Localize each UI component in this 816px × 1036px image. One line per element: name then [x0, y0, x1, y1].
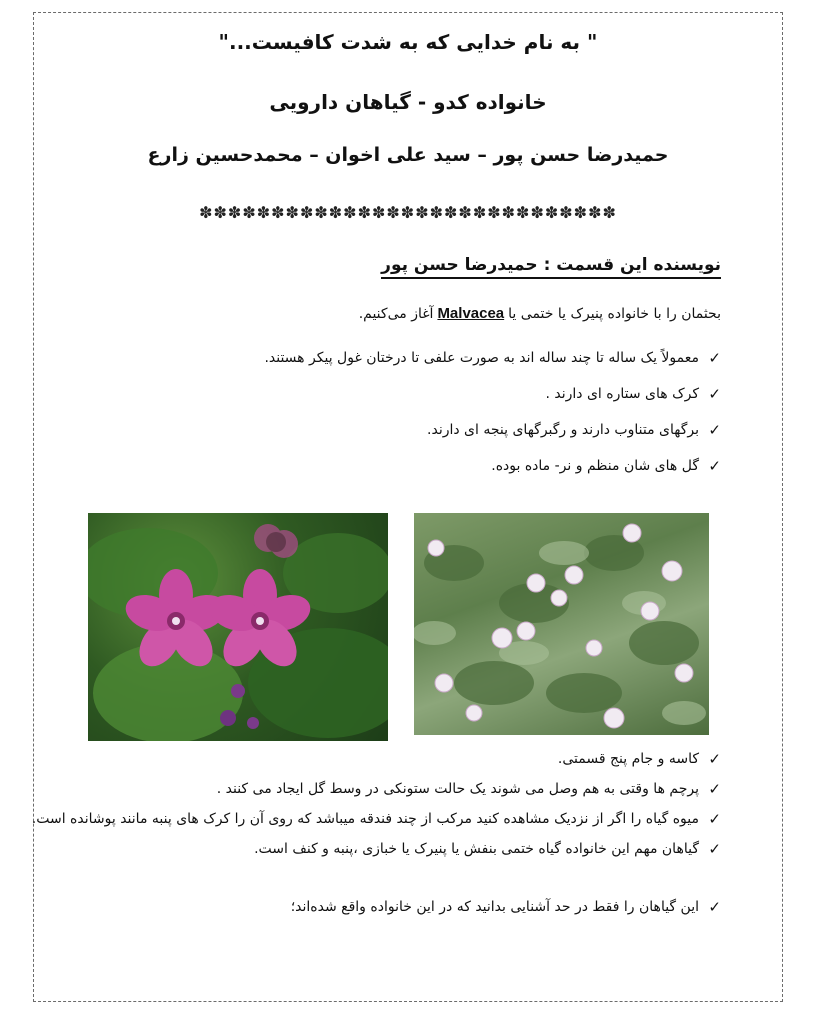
check-icon: ✓: [708, 349, 721, 367]
list-item: [89, 892, 721, 922]
list-item: [264, 452, 721, 488]
list-item: [89, 744, 721, 774]
list-item-text: پرچم ها وقتی به هم وصل می شوند یک حالت ستونکی در وسط گل ایجاد می کنند .: [216, 781, 699, 797]
check-icon: ✓: [708, 780, 721, 798]
check-icon: ✓: [708, 385, 721, 403]
list-item-text: گیاهان مهم این خانواده گیاه ختمی بنفش یا پنیرک یا خبازی ،پنبه و کنف است.: [254, 841, 699, 857]
list-item-text: این گیاهان را فقط در حد آشنایی بدانید که در این خانواده واقع شده‌اند؛: [290, 899, 699, 915]
list-item: [89, 834, 721, 864]
intro-text-after: آغاز می‌کنیم.: [358, 306, 434, 322]
list-item-text: معمولاً یک ساله تا چند ساله اند به صورت علفی تا درختان غول پیکر هستند.: [264, 350, 699, 366]
list-item: [89, 774, 721, 804]
list-item: [264, 344, 721, 380]
authors-line: حمیدرضا حسن پور – سید علی اخوان – محمدحسین زارع: [147, 144, 669, 166]
list-item-text: کرک های ستاره ای دارند .: [545, 386, 699, 402]
traits-list: [264, 344, 721, 488]
check-icon: ✓: [708, 810, 721, 828]
document-title: " به نام خدایی که به شدت کافیست...": [218, 30, 598, 54]
list-item-text: گل های شان منظم و نر- ماده بوده.: [491, 458, 699, 474]
check-icon: ✓: [708, 840, 721, 858]
marshmallow-plant-photo: [414, 513, 709, 735]
intro-paragraph: [359, 305, 721, 322]
list-item: [264, 416, 721, 452]
family-latin-name: Malvacea: [437, 305, 505, 322]
check-icon: ✓: [708, 898, 721, 916]
intro-text-before: بحثمان را با خانواده پنیرک یا ختمی یا: [508, 306, 721, 322]
list-item: [31, 804, 721, 834]
list-item-text: برگهای متناوب دارند و رگبرگهای پنجه ای دارند.: [427, 422, 699, 438]
star-divider: ✽✽✽✽✽✽✽✽✽✽✽✽✽✽✽✽✽✽✽✽✽✽✽✽✽✽✽✽✽: [199, 203, 617, 222]
list-item-text: میوه گیاه را اگر از نزدیک مشاهده کنید مرکب از چند فندقه میباشد که روی آن را کرک های پنبه مانند پوشانده است.: [31, 811, 699, 827]
mallow-flower-photo: [88, 513, 388, 741]
marshmallow-plant-illustration: [414, 513, 709, 735]
list-item: [264, 380, 721, 416]
details-list: [31, 744, 721, 922]
document-subtitle: خانواده کدو - گیاهان دارویی: [269, 90, 547, 114]
check-icon: ✓: [708, 457, 721, 475]
mallow-flower-illustration: [88, 513, 388, 741]
check-icon: ✓: [708, 750, 721, 768]
section-author-heading: نویسنده این قسمت : حمیدرضا حسن پور: [381, 255, 721, 279]
check-icon: ✓: [708, 421, 721, 439]
list-item-text: کاسه و جام پنج قسمتی.: [557, 751, 699, 767]
